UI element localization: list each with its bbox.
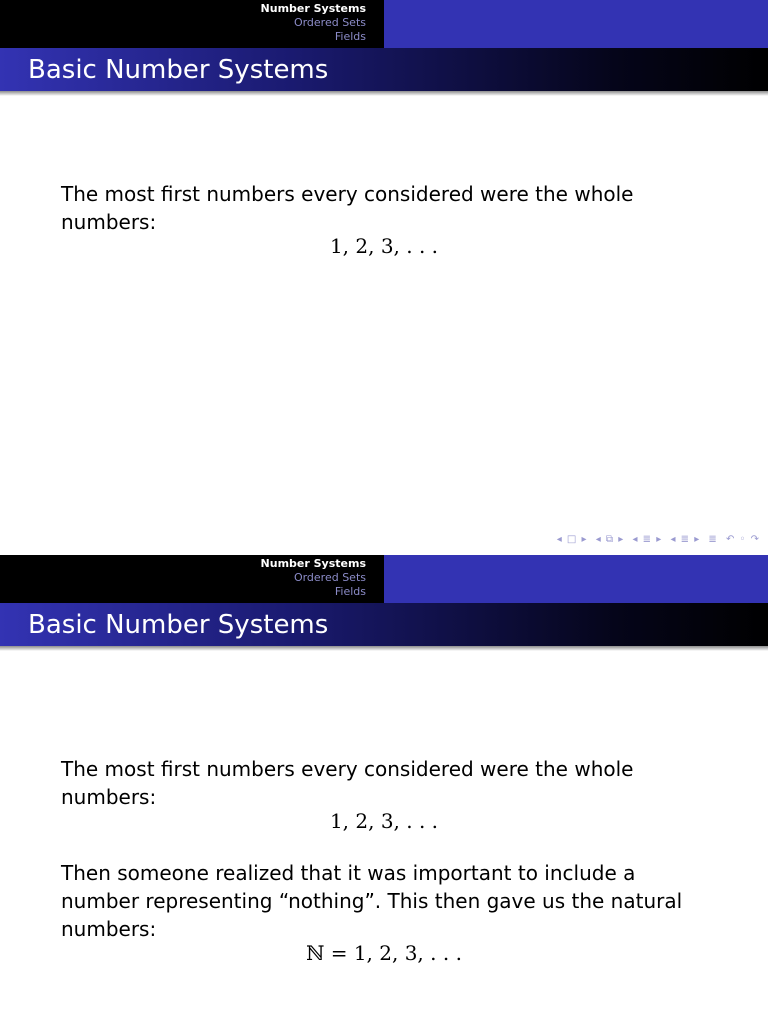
paragraph-natural-numbers: Then someone realized that it was important to include a number representing “nothing”. This then gave us the natural numbers: (61, 861, 683, 941)
header-right-panel (384, 555, 768, 603)
nav-section-icon[interactable]: ◂ ≣ ▸ (632, 534, 663, 545)
header-bar (0, 0, 768, 48)
beamer-navigation-symbols (553, 534, 760, 550)
slide-title: Basic Number Systems (28, 610, 329, 640)
nav-frame-icon[interactable]: ◂ □ ▸ (556, 534, 588, 545)
frame-title-bar (0, 48, 768, 91)
frame-title-bar (0, 603, 768, 646)
math-natural-numbers: ℕ = 1, 2, 3, . . . (306, 941, 462, 965)
slide-title: Basic Number Systems (28, 55, 329, 85)
section-navigation (261, 557, 366, 599)
math-whole-numbers: 1, 2, 3, . . . (329, 234, 439, 258)
paragraph-whole-numbers: The most first numbers every considered were the whole numbers: (61, 757, 634, 809)
title-shadow (0, 646, 768, 651)
nav-search-back-icon[interactable]: ↶ ◦ ↷ (725, 534, 760, 545)
slide-2 (0, 555, 768, 1024)
header-bar (0, 555, 768, 603)
section-navigation (261, 2, 366, 44)
math-whole-numbers: 1, 2, 3, . . . (329, 809, 439, 833)
nav-subsection-icon[interactable]: ◂ ⧉ ▸ (595, 534, 625, 545)
nav-item-number-systems[interactable]: Number Systems (260, 2, 366, 15)
header-right-panel (384, 0, 768, 48)
title-shadow (0, 91, 768, 96)
header-left-panel (0, 0, 384, 48)
nav-toc-icon[interactable]: ≣ (708, 534, 718, 545)
nav-item-ordered-sets[interactable]: Ordered Sets (293, 571, 366, 584)
nav-item-ordered-sets[interactable]: Ordered Sets (293, 16, 366, 29)
nav-document-icon[interactable]: ◂ ≣ ▸ (670, 534, 701, 545)
paragraph-whole-numbers: The most first numbers every considered were the whole numbers: (61, 182, 634, 234)
header-left-panel (0, 555, 384, 603)
nav-item-number-systems[interactable]: Number Systems (260, 557, 366, 570)
nav-item-fields[interactable]: Fields (334, 585, 366, 598)
nav-item-fields[interactable]: Fields (334, 30, 366, 43)
